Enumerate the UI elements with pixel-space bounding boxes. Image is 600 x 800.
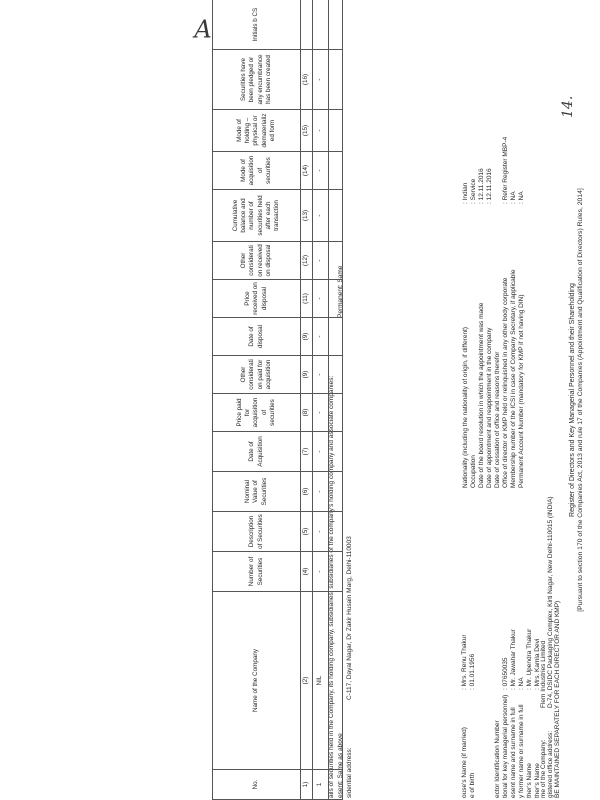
- number-cell: (11): [301, 280, 313, 318]
- din-label: ector Identification Number: [494, 720, 501, 798]
- header-cell: Price received on disposal: [213, 280, 301, 318]
- number-cell: (12): [301, 242, 313, 280]
- header-cell: Cumulative balance and number of securities held after each transaction: [213, 190, 301, 242]
- occupation-label: Occupation: [470, 455, 477, 488]
- mothers-name-value: : Mrs. Kamla Devi: [534, 638, 541, 690]
- number-cell: (7): [301, 432, 313, 472]
- cessation-label: Date of cessation of office and reasons therefor: [494, 351, 501, 488]
- icsi-membership-label: Membership number of the ICSI in case of Company Secretary, if applicable: [510, 269, 517, 488]
- maintenance-note: BE MAINTAINED SEPARATELY FOR EACH DIRECTOR AND KMP): [554, 600, 561, 798]
- pan-label: Permanent Account Number (mandatory for KMP if not having DIN): [518, 294, 525, 488]
- header-cell: Date of Acquisition: [213, 432, 301, 472]
- present-address-label: esent: Same as above: [337, 733, 344, 798]
- former-name-value: : NA: [518, 677, 525, 690]
- header-cell: No.: [213, 770, 301, 800]
- data-cell: -: [313, 242, 329, 280]
- pan-value: : NA: [518, 191, 525, 204]
- header-cell: Nominal Value of Securities: [213, 472, 301, 512]
- number-cell: (13): [301, 190, 313, 242]
- nationality-label: Nationality (including the nationality of origin, if different): [462, 326, 469, 488]
- securities-heading: ails of securities held in the Company, its holding company, subsidiaries, subsidiaries of the company's holding company and associate companies:: [328, 375, 335, 798]
- residential-address-label: sidential address:: [346, 747, 353, 798]
- data-cell: -: [313, 110, 329, 152]
- appointment-date-label: Date of appointment and reappointment in the company: [486, 327, 493, 488]
- data-cell: -: [313, 394, 329, 432]
- header-cell: Securities have been pledged or any encumbrance has been created: [213, 50, 301, 110]
- number-cell: (16): [301, 50, 313, 110]
- number-cell: (2): [301, 592, 313, 770]
- header-cell: Initials b CS: [213, 0, 301, 50]
- spouse-name-label: ouse's Name (if married): [461, 727, 468, 798]
- board-resolution-value: : 12.11.2016: [478, 168, 485, 204]
- icsi-membership-value: : NA: [510, 191, 517, 204]
- present-name-value: : Mr. Jawahar Thakur: [510, 629, 517, 690]
- data-cell: NIL: [313, 592, 329, 770]
- data-cell: -: [313, 190, 329, 242]
- table-number-row: [301, 0, 313, 800]
- register-subtitle: [Pursuant to section 170 of the Companies Act, 2013 and rule 17 of the Companies (Appointment and Qualification of Directors) Rules, 2014]: [577, 188, 584, 612]
- number-cell: 1): [301, 770, 313, 800]
- present-name-label: esent name and surname in full: [510, 707, 517, 798]
- data-cell: -: [313, 356, 329, 394]
- registered-office-label: gistered office address:: [547, 730, 554, 798]
- kmp-value: : 07650035: [502, 657, 509, 690]
- data-cell: -: [313, 280, 329, 318]
- header-cell: Description of Securities: [213, 512, 301, 552]
- number-cell: (6): [301, 472, 313, 512]
- date-of-birth-label: e of birth: [469, 772, 476, 798]
- table-row: [313, 0, 329, 800]
- header-cell: Mode of acquisition of securities: [213, 152, 301, 190]
- handwritten-initials: A: [194, 15, 212, 44]
- occupation-value: : Service: [470, 178, 477, 204]
- registered-office-value: D-74, DSIDC Packaging Complex, Kirti Nagar, New Delhi-110015 (INDIA): [547, 496, 554, 708]
- board-resolution-label: Date of the board resolution in which the appointment was made: [478, 302, 485, 488]
- data-cell: -: [313, 472, 329, 512]
- number-cell: (5): [301, 512, 313, 552]
- company-name-value: Flem Industries Limited: [540, 640, 547, 708]
- fathers-name-value: : Mr. Upendra Thakur: [526, 628, 533, 690]
- data-cell: -: [313, 552, 329, 592]
- permanent-address-label: Permanent: Same: [337, 265, 344, 318]
- data-cell: [313, 0, 329, 50]
- number-cell: [301, 0, 313, 50]
- table-header-row: [213, 0, 301, 800]
- kmp-label: tional for key managerial personnel): [502, 694, 509, 798]
- header-cell: Name of the Company: [213, 592, 301, 770]
- number-cell: (14): [301, 152, 313, 190]
- register-title: Register of Directors and Key Managerial Personnel and their Shareholding: [569, 283, 576, 517]
- other-office-value: : Refer Register MBP-4: [502, 136, 509, 204]
- header-cell: Other considerati on received on disposal: [213, 242, 301, 280]
- header-cell: Other considerati on paid for acquisition: [213, 356, 301, 394]
- data-cell: -: [313, 152, 329, 190]
- nationality-value: : Indian: [462, 182, 469, 204]
- data-cell: -: [313, 432, 329, 472]
- date-of-birth-value: : 01.01.1956: [469, 653, 476, 690]
- header-cell: Price paid for acquisition of securities: [213, 394, 301, 432]
- table-row-empty: [329, 0, 343, 800]
- header-cell: Date of disposal: [213, 318, 301, 356]
- number-cell: (9): [301, 356, 313, 394]
- spouse-name-value: : Mrs. Renu Thakur: [461, 634, 468, 690]
- fathers-name-label: ther's Name: [526, 763, 533, 798]
- mothers-name-label: ther's Name: [534, 763, 541, 798]
- former-name-label: y former name or surname in full: [518, 704, 525, 798]
- data-cell: -: [313, 50, 329, 110]
- header-cell: Mode of holding – physical or dematerializ ed form: [213, 110, 301, 152]
- data-cell: -: [313, 512, 329, 552]
- other-office-label: Office of director or KMP held or relinquished in any other body corporate: [502, 277, 509, 488]
- company-name-label: me of the Company:: [540, 739, 547, 798]
- handwritten-page-number: 14.: [560, 95, 576, 118]
- securities-table: [212, 0, 343, 800]
- number-cell: (15): [301, 110, 313, 152]
- number-cell: (4): [301, 552, 313, 592]
- data-cell: -: [313, 318, 329, 356]
- appointment-date-value: : 12.11.2016: [486, 168, 493, 204]
- residential-address-value: C-117, Dayal Nagar, Dr Zakir Husain Marg, Delhi-110003: [346, 536, 353, 700]
- number-cell: (8): [301, 394, 313, 432]
- data-cell: 1: [313, 770, 329, 800]
- header-cell: Number of Securities: [213, 552, 301, 592]
- number-cell: (9): [301, 318, 313, 356]
